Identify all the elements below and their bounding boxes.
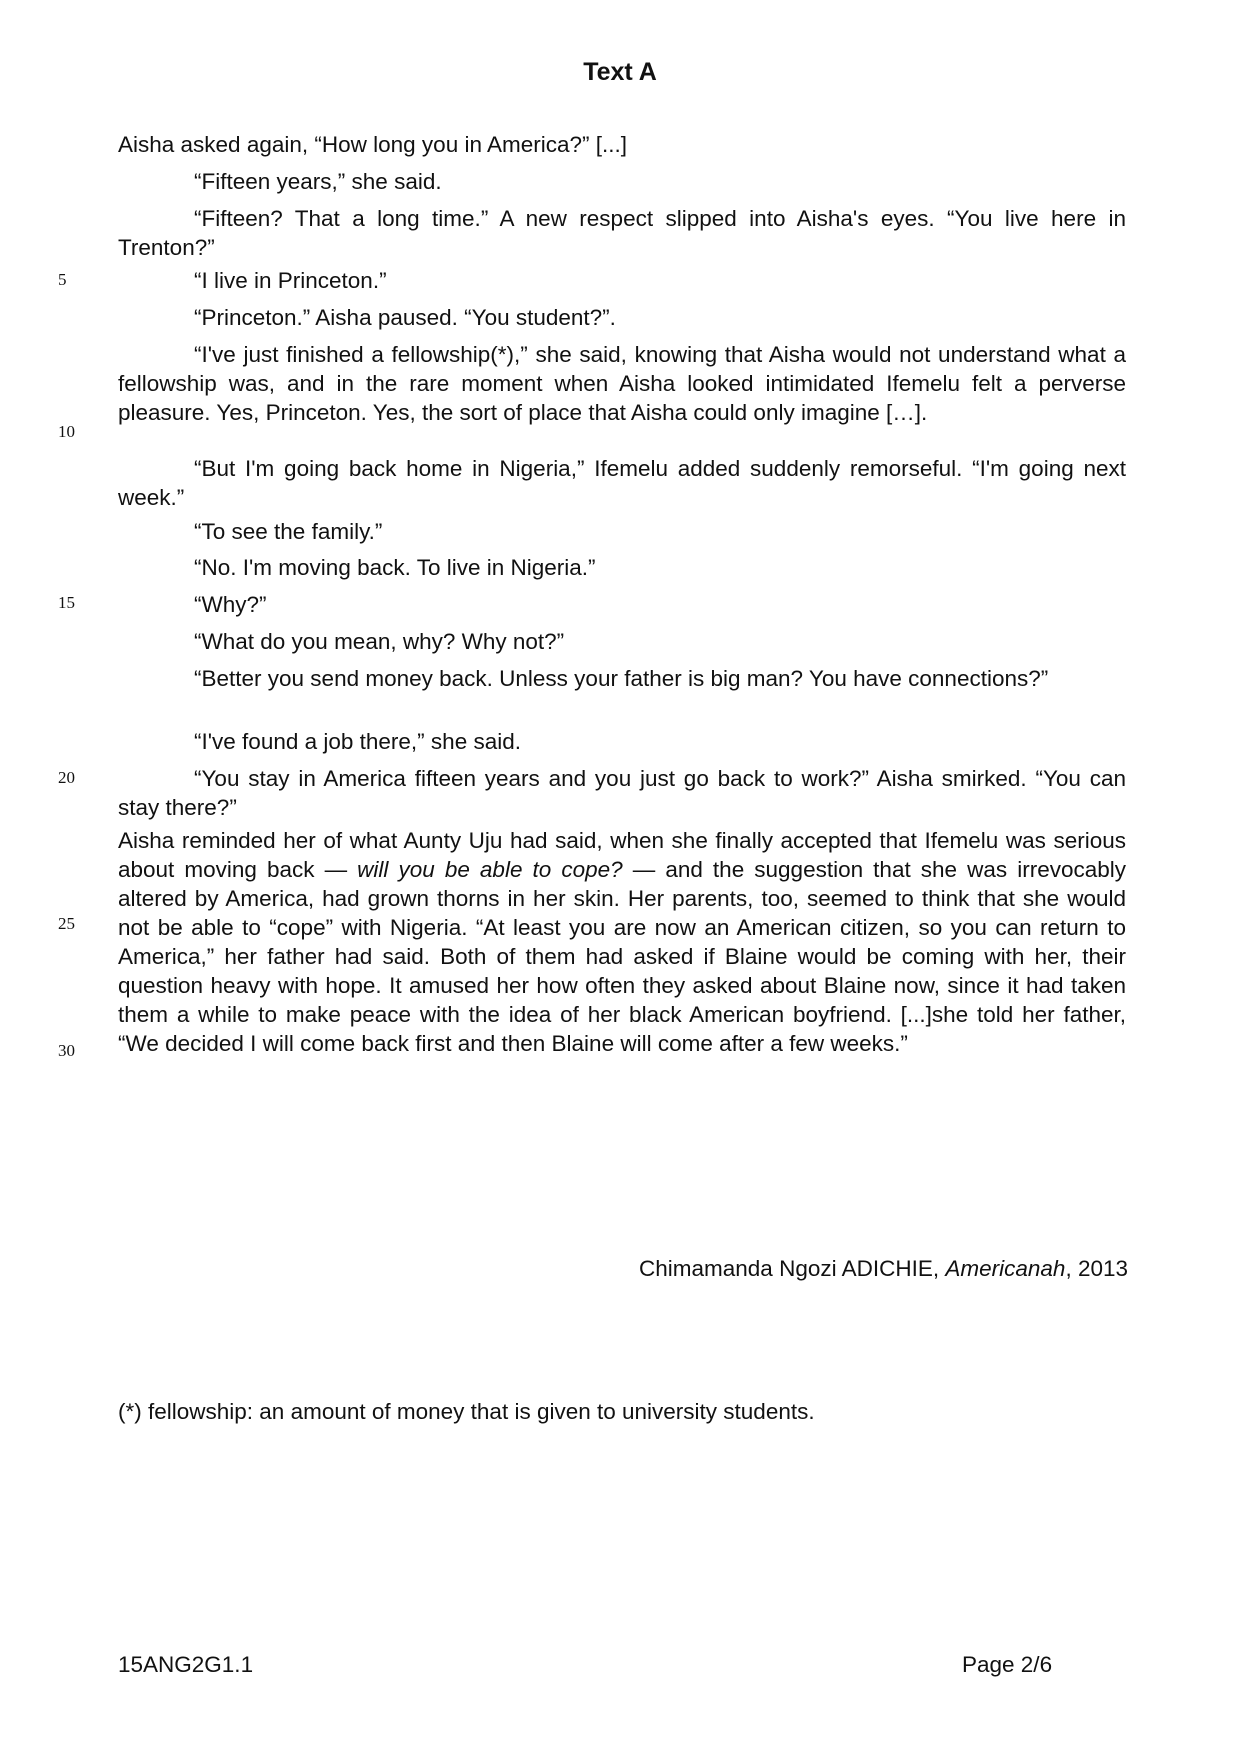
line-number-15: 15	[58, 593, 75, 612]
attribution	[639, 1256, 1128, 1282]
attribution-author: Chimamanda Ngozi ADICHIE,	[639, 1256, 946, 1281]
paragraph: “Fifteen years,” she said.	[194, 169, 442, 194]
attribution-work: Americanah	[945, 1256, 1066, 1281]
page-title: Text A	[583, 58, 657, 86]
paragraph: “What do you mean, why? Why not?”	[194, 629, 565, 654]
final-paragraph	[118, 826, 1126, 1058]
paragraph: “To see the family.”	[194, 519, 383, 544]
paragraph: “You stay in America fifteen years and you just go back to work?” Aisha smirked. “You can stay there?”	[118, 766, 1126, 820]
paragraph: “Princeton.” Aisha paused. “You student?”.	[194, 305, 616, 330]
paragraph: “I live in Princeton.”	[194, 268, 387, 293]
page-number: Page 2/6	[962, 1652, 1053, 1677]
paragraph: “But I'm going back home in Nigeria,” Ifemelu added suddenly remorseful. “I'm going next week.”	[118, 456, 1126, 510]
paragraph: “Fifteen? That a long time.” A new respect slipped into Aisha's eyes. “You live here in Trenton?”	[118, 206, 1126, 260]
footnote: (*) fellowship: an amount of money that is given to university students.	[118, 1399, 815, 1424]
line-number-5: 5	[58, 270, 67, 289]
document-code: 15ANG2G1.1	[118, 1652, 254, 1677]
attribution-year: , 2013	[1065, 1256, 1128, 1281]
paragraph: “I've found a job there,” she said.	[194, 729, 521, 754]
line-number-10: 10	[58, 422, 75, 441]
line-number-30: 30	[58, 1041, 75, 1060]
line-number-25: 25	[58, 914, 75, 933]
paragraph: “Better you send money back. Unless your father is big man? You have connections?”	[194, 666, 1049, 691]
paragraph: Aisha asked again, “How long you in America?” [...]	[118, 132, 628, 157]
final-paragraph-start: Aisha reminded her of what Aunty Uju had said, when she finally accepted that Ifemelu was serious about moving back —	[118, 828, 1126, 882]
paragraph: “I've just finished a fellowship(*),” she said, knowing that Aisha would not understand what a fellowship was, and in the rare moment when Aisha looked intimidated Ifemelu felt a perverse pleasure. Yes, Princeton. Yes, the sort of place that Aisha could only imagine […].	[118, 342, 1126, 425]
final-paragraph-italic-quote: will you be able to cope?	[357, 857, 623, 882]
line-number-20: 20	[58, 768, 75, 787]
paragraph: “Why?”	[194, 592, 267, 617]
paragraph: “No. I'm moving back. To live in Nigeria.”	[194, 555, 596, 580]
final-paragraph-end: — and the suggestion that she was irrevocably altered by America, had grown thorns in her skin. Her parents, too, seemed to think that she would not be able to “cope” with Nigeria. “At least you are now an American citizen, so you can return to America,” her father had said. Both of them had asked if Blaine would be coming with her, their question heavy with hope. It amused her how often they asked about Blaine now, since it had taken them a while to make peace with the idea of her black American boyfriend. [...]she told her father, “We decided I will come back first and then Blaine will come after a few weeks.”	[118, 857, 1126, 1056]
